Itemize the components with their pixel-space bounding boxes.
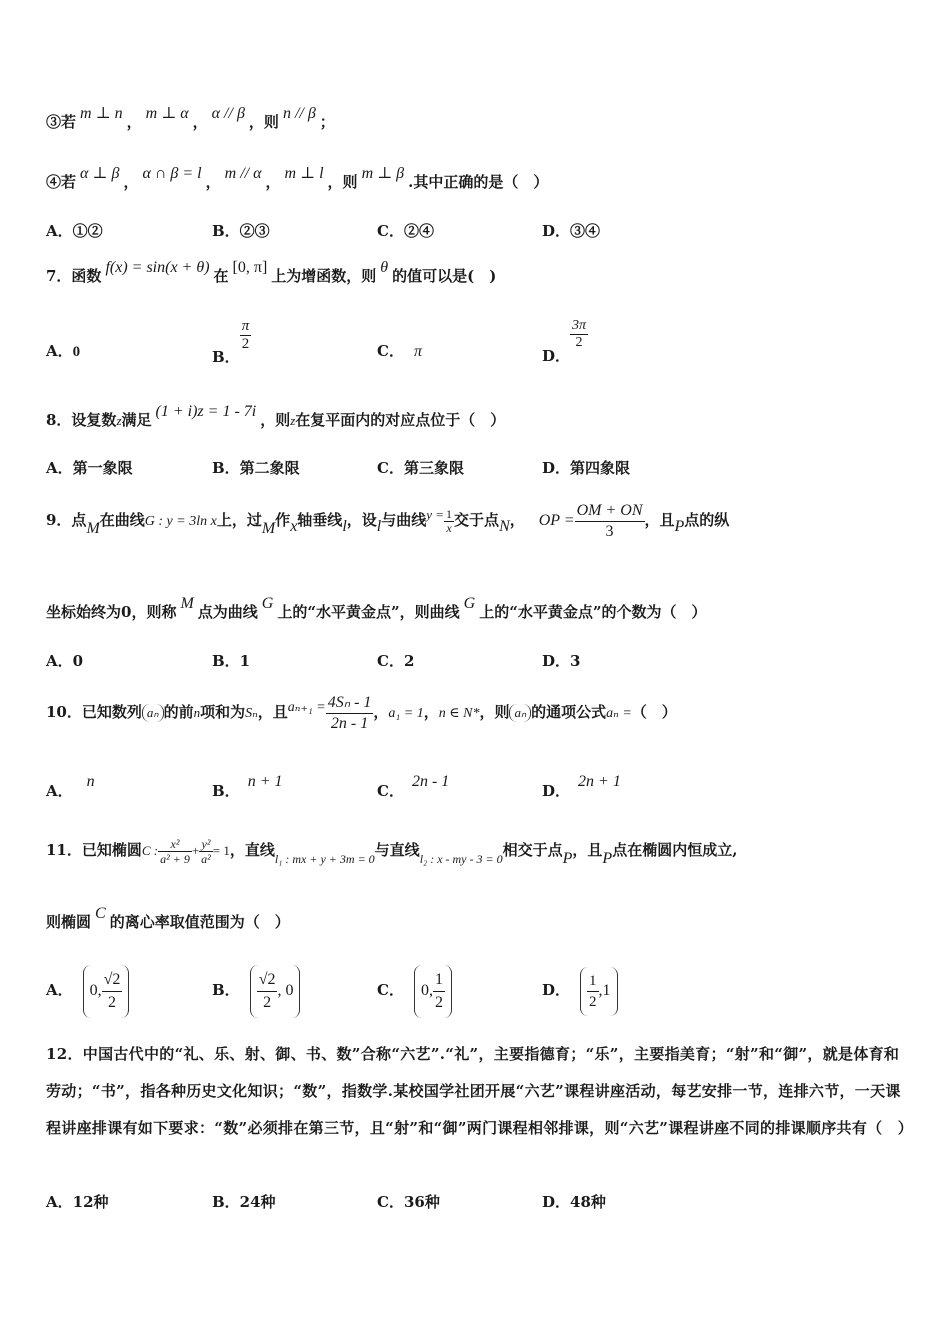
option-c: C． 0, $\frac{1}{2}$ [377,960,452,1020]
question-11-line-2: 则椭圆 C 的离心率取值范围为（ ） [46,905,290,931]
option-a: A．第一象限 [46,459,133,477]
option-b: B．1 [212,652,251,670]
option-b: B．24种 [212,1193,276,1211]
question-11: 11．已知椭圆C : $\frac{\text{x²}}{\text{a² + 9}}$ + $\frac{\text{y²}}{\text{a²}}$ = 1，直线$_{l_1 : mx + y + 3m = 0}$与直线$_{l_2 : x - my - 3 = 0}$相交于点P，且P点在椭圆内恒成立, [46,836,738,867]
option-b: B．②③ [212,222,270,240]
question-10: 10．已知数列 aₙ 的前n项和为Sₙ，且aₙ₊₁ = $\frac{\text{4Sₙ - 1}}{2n - 1}$ ，a₁ = 1，n ∈ N*，则 aₙ 的通项公式aₙ =（ ） [46,693,677,732]
question-7: 7．函数 f(x) = sin(x + θ) 在 [0, π] 上为增函数，则 θ 的值可以是( ) [46,259,497,285]
question-12: 12．中国古代中的“礼、乐、射、御、书、数”合称“六艺”.“礼”，主要指德育；“乐”，主要指美育；“射”和“御”，就是体育和劳动；“书”，指各种历史文化知识；“数”，指数学.某校国学社团开展“六艺”课程讲座活动，每艺安排一节，连排六节，一天课程讲座排课有如下要求：“数”必须排在第三节，且“射”和“御”两门课程相邻排课，则“六艺”课程讲座不同的排课顺序共有（ ） [46,1045,914,1137]
question-9-line-2: 坐标始终为0，则称 M 点为曲线 G 上的“水平黄金点”，则曲线 G 上的“水平黄金点”的个数为（ ） [46,595,707,621]
statement-3: ③若 m ⊥ n ， m ⊥ α ， α // β ，则 n // β ； [46,105,335,131]
option-a: A．①② [46,222,103,240]
option-b: B．n + 1 [212,773,283,800]
option-b: B． $\frac{√2}{2}$ , 0 [212,960,300,1020]
option-d: D．3 [542,652,581,670]
option-c: C．第三象限 [377,459,464,477]
option-d: D． $\frac{3\pi}{2}$ [542,318,587,365]
option-c: C．2 [377,652,415,670]
option-a: A． 0, $\frac{√2}{2}$ [46,960,129,1020]
option-c: C．②④ [377,222,434,240]
option-d: D． $\frac{1}{2}$ ,1 [542,960,618,1020]
question-9: 9．点M在曲线G : y = 3ln x上，过M作x轴垂线l，设l与曲线y = $\frac{1}{x}$ 交于点N， OP = $\frac{OM + ON}{3}$ ，且P点的纵 [46,501,730,540]
question-8: 8．设复数z满足 (1 + i)z = 1 - 7i ，则z在复平面内的对应点位于（ ） [46,403,506,429]
option-c: C．2n - 1 [377,773,450,800]
option-d: D．48种 [542,1193,606,1211]
option-a: A．12种 [46,1193,109,1211]
option-c: C．36种 [377,1193,440,1211]
option-c: C． π [377,342,422,360]
option-d: D．③④ [542,222,601,240]
option-d: D．第四象限 [542,459,631,477]
option-a: A．0 [46,652,84,670]
option-d: D．2n + 1 [542,773,621,800]
option-b: B．第二象限 [212,459,300,477]
option-a: A．0 [46,342,81,360]
option-a: A．n [46,773,95,800]
option-b: B． $\frac{\pi}{2}$ [212,318,250,366]
statement-4: ④若 α ⊥ β ， α ∩ β = l ， m // α ， m ⊥ l ，则 m ⊥ β .其中正确的是（ ） [46,165,549,191]
